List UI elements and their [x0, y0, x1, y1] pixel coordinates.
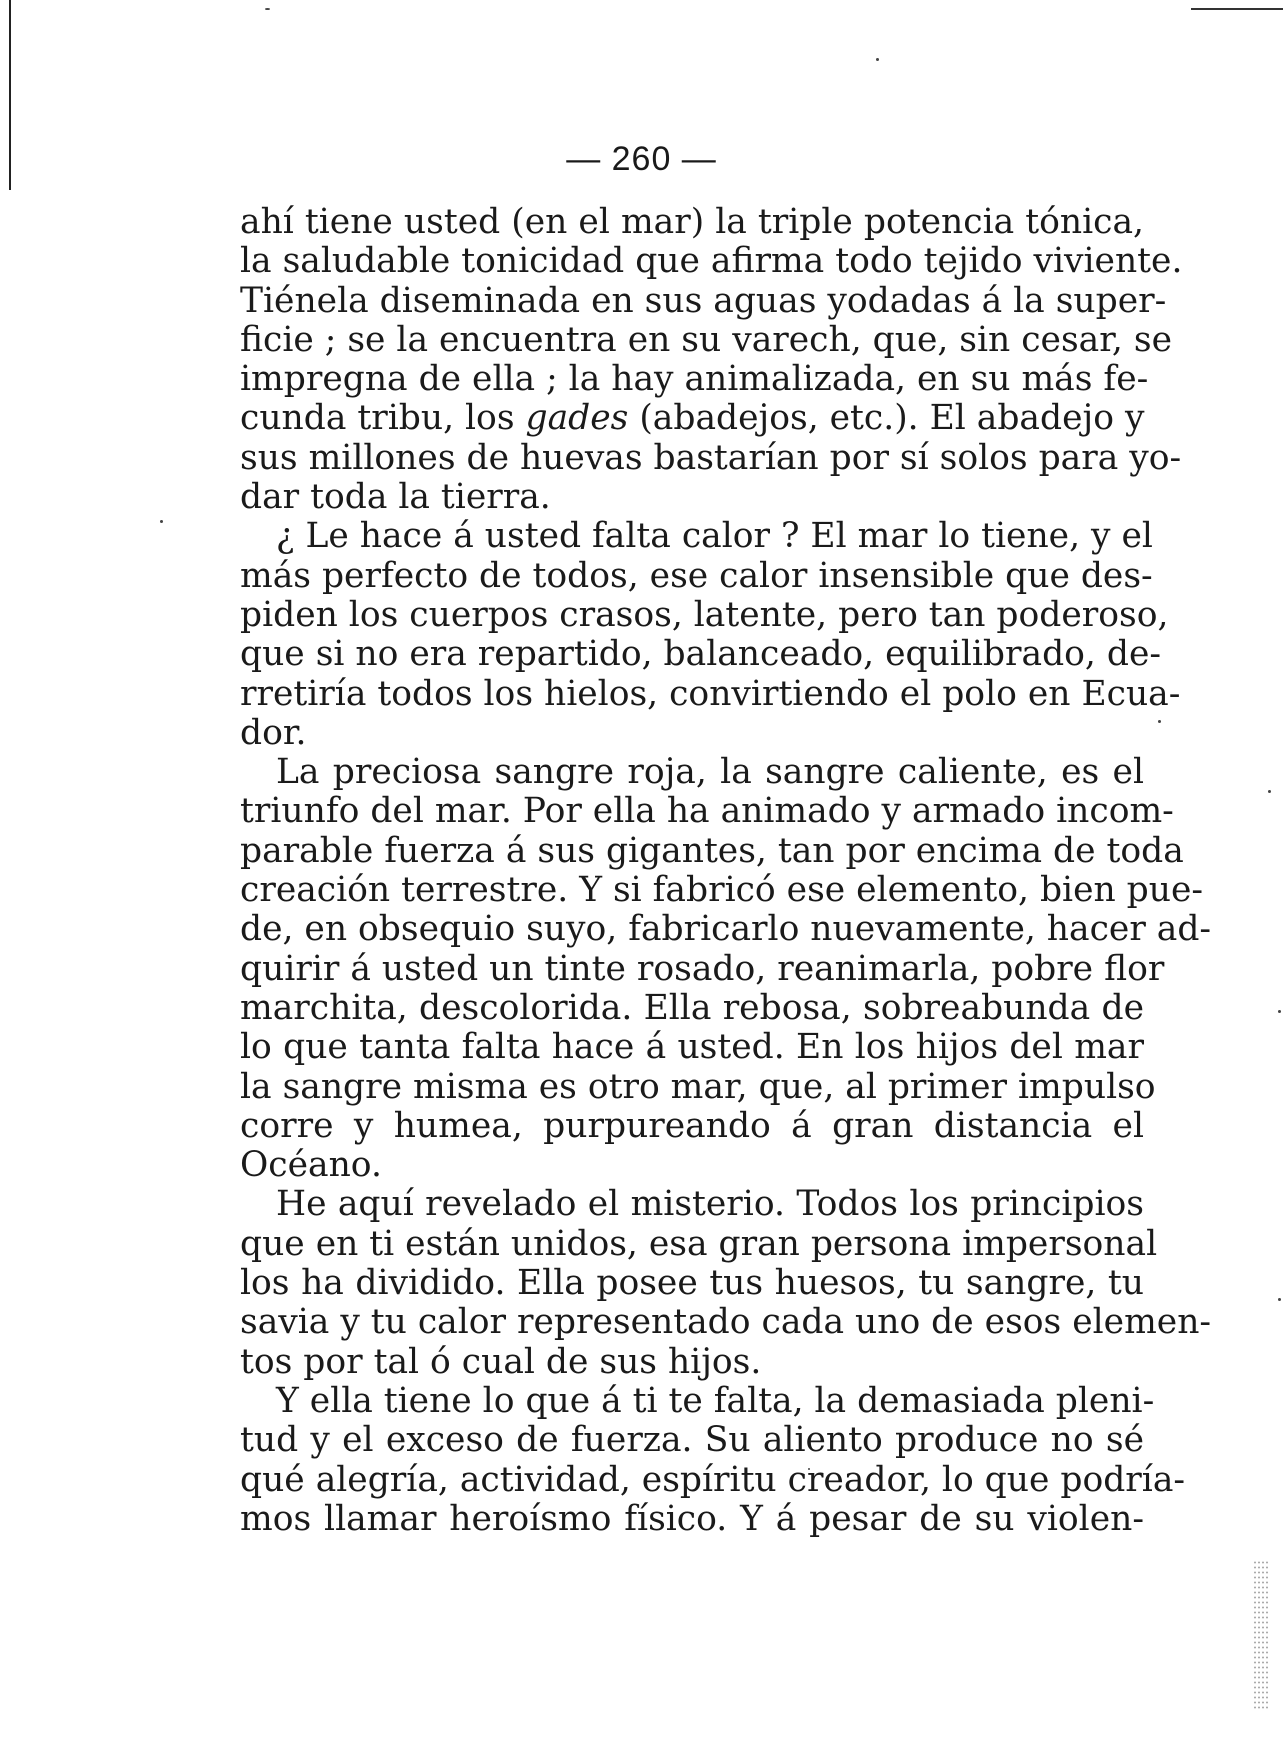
- top-edge-mark: [1191, 8, 1283, 10]
- text-line: dar toda la tierra.: [240, 477, 551, 518]
- body-text: [240, 202, 1212, 1539]
- text-line: quirir á usted un tinte rosado, reanimarla, pobre flor: [240, 948, 1165, 989]
- text-line: ahí tiene usted (en el mar) la triple potencia tónica,: [240, 202, 1144, 242]
- text-line: qué alegría, actividad, espíritu creador, lo que podría-: [240, 1459, 1186, 1500]
- text-line: Y ella tiene lo que á ti te falta, la demasiada pleni-: [276, 1380, 1155, 1421]
- text-line: lo que tanta falta hace á usted. En los hijos del mar: [240, 1027, 1144, 1068]
- text-line: ficie ; se la encuentra en su varech, que, sin cesar, se: [240, 319, 1172, 360]
- text-line: sus millones de huevas bastarían por sí solos para yo-: [240, 437, 1182, 478]
- text-line: mos llamar heroísmo físico. Y á pesar de su violen-: [240, 1498, 1144, 1539]
- text-line: dor.: [240, 712, 307, 753]
- text-line: creación terrestre. Y si fabricó ese elemento, bien pue-: [240, 870, 1204, 911]
- text-line: más perfecto de todos, ese calor insensible que des-: [240, 555, 1153, 596]
- text-line: corre y humea, purpureando á gran distancia el: [240, 1105, 1144, 1146]
- text-line: Océano.: [240, 1145, 382, 1186]
- text-line: La preciosa sangre roja, la sangre caliente, es el: [276, 752, 1144, 793]
- text-line: la saludable tonicidad que afirma todo tejido viviente.: [240, 241, 1183, 282]
- text-line: piden los cuerpos crasos, latente, pero tan poderoso,: [240, 594, 1169, 635]
- text-line: He aquí revelado el misterio. Todos los principios: [276, 1184, 1144, 1225]
- ink-speck: [1158, 720, 1161, 723]
- text-line: triunfo del mar. Por ella ha animado y armado incom-: [240, 791, 1174, 832]
- text-line: marchita, descolorida. Ella rebosa, sobreabunda de: [240, 987, 1144, 1028]
- text-line: que en ti están unidos, esa gran persona impersonal: [240, 1223, 1158, 1264]
- text-line: que si no era repartido, balanceado, equilibrado, de-: [240, 634, 1162, 675]
- text-line: la sangre misma es otro mar, que, al primer impulso: [240, 1066, 1156, 1107]
- text-line: rretiría todos los hielos, convirtiendo el polo en Ecua-: [240, 673, 1181, 714]
- italic-term: gades: [525, 398, 629, 439]
- ink-speck: [1268, 790, 1271, 793]
- ink-speck: [265, 8, 270, 10]
- text-line-with-italic: [240, 399, 1144, 438]
- text-line: savia y tu calor representado cada uno de esos elemen-: [240, 1302, 1212, 1343]
- text-line: impregna de ella ; la hay animalizada, en su más fe-: [240, 359, 1149, 400]
- text-line: ¿ Le hace á usted falta calor ? El mar lo tiene, y el: [276, 516, 1153, 557]
- ink-speck: [876, 58, 879, 61]
- text-line: Tiénela diseminada en sus aguas yodadas á la super-: [240, 280, 1167, 321]
- text-fragment: cunda tribu, los: [240, 398, 515, 439]
- text-line: tud y el exceso de fuerza. Su aliento produce no sé: [240, 1420, 1144, 1461]
- text-line: parable fuerza á sus gigantes, tan por encima de toda: [240, 830, 1184, 871]
- text-line: de, en obsequio suyo, fabricarlo nuevamente, hacer ad-: [240, 909, 1212, 950]
- ink-speck: [1278, 1298, 1281, 1301]
- text-line: tos por tal ó cual de sus hijos.: [240, 1341, 762, 1382]
- ink-speck: [1278, 1010, 1281, 1013]
- ink-speck: [160, 520, 163, 523]
- scan-noise: [1253, 1560, 1269, 1710]
- text-line: los ha dividido. Ella posee tus huesos, tu sangre, tu: [240, 1263, 1144, 1304]
- page-number: — 260 —: [566, 140, 717, 178]
- text-fragment: (abadejos, etc.). El abadejo y: [639, 398, 1145, 439]
